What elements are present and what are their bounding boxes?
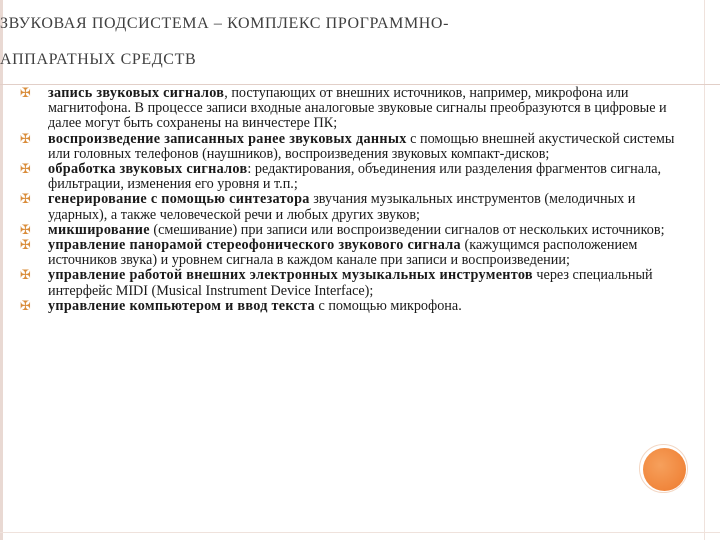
- list-item-term: генерирование с помощью синтезатора: [48, 191, 310, 208]
- list-item-term: микширование: [48, 221, 150, 238]
- list-item: [20, 162, 692, 192]
- list-item-term: запись звуковых сигналов: [48, 85, 225, 101]
- list-item-text: звучания музыкальных инструментов (мелодичных и ударных), а также человеческой речи и любых других звуков;: [48, 191, 636, 223]
- cross-bullet-icon: ✠: [20, 192, 31, 208]
- cross-bullet-icon: ✠: [20, 238, 31, 254]
- list-item-text: (кажущимся расположением источников звука) и уровнем сигнала в каждом канале при записи и воспроизведении;: [48, 237, 638, 269]
- list-item: [20, 223, 692, 238]
- list-item: [20, 238, 692, 268]
- cross-bullet-icon: ✠: [20, 298, 31, 314]
- list-item: [20, 86, 692, 132]
- list-item-term: управление работой внешних электронных музыкальных инструментов: [48, 267, 533, 284]
- list-item-term: управление панорамой стереофонического звукового сигнала: [48, 237, 461, 254]
- list-item-term: воспроизведение записанных ранее звуковых данных: [48, 130, 407, 147]
- list-item: [20, 192, 692, 222]
- list-item-text: : редактирования, объединения или разделения фрагментов сигнала, фильтрации, изменения его уровня и т.п.;: [48, 161, 662, 193]
- list-item-text: (смешивание) при записи или воспроизведении сигналов от нескольких источников;: [149, 221, 665, 238]
- slide-title-line-2: АППАРАТНЫХ СРЕДСТВ: [0, 51, 197, 68]
- cross-bullet-icon: ✠: [20, 268, 31, 284]
- bottom-border-line: [0, 532, 720, 533]
- slide-title: [0, 6, 712, 78]
- right-border-line: [704, 0, 705, 540]
- list-item-text: , поступающих от внешних источников, например, микрофона или магнитофона. В процессе записи входные аналоговые звуковые сигналы преобразуются в цифровые и далее могут быть сохранены на винчестере ПК;: [48, 85, 667, 132]
- list-item-term: обработка звуковых сигналов: [48, 161, 248, 178]
- decorative-orange-circle: [643, 448, 686, 491]
- cross-bullet-icon: ✠: [20, 86, 31, 101]
- cross-bullet-icon: ✠: [20, 162, 31, 178]
- slide-title-line-1: ЗВУКОВАЯ ПОДСИСТЕМА – КОМПЛЕКС ПРОГРАММНО-: [0, 15, 450, 32]
- list-item: [20, 132, 692, 162]
- list-item-text: с помощью микрофона.: [314, 297, 462, 314]
- list-item: [20, 299, 692, 314]
- list-item-text: через специальный интерфейс MIDI (Musical Instrument Device Interface);: [48, 267, 653, 299]
- list-item: [20, 268, 692, 298]
- cross-bullet-icon: ✠: [20, 222, 31, 238]
- feature-list: [20, 86, 692, 314]
- list-item-text: с помощью внешней акустической системы или головных телефонов (наушников), воспроизведения звуковых компакт-дисков;: [48, 130, 675, 162]
- cross-bullet-icon: ✠: [20, 131, 31, 147]
- list-item-term: управление компьютером и ввод текста: [48, 297, 315, 314]
